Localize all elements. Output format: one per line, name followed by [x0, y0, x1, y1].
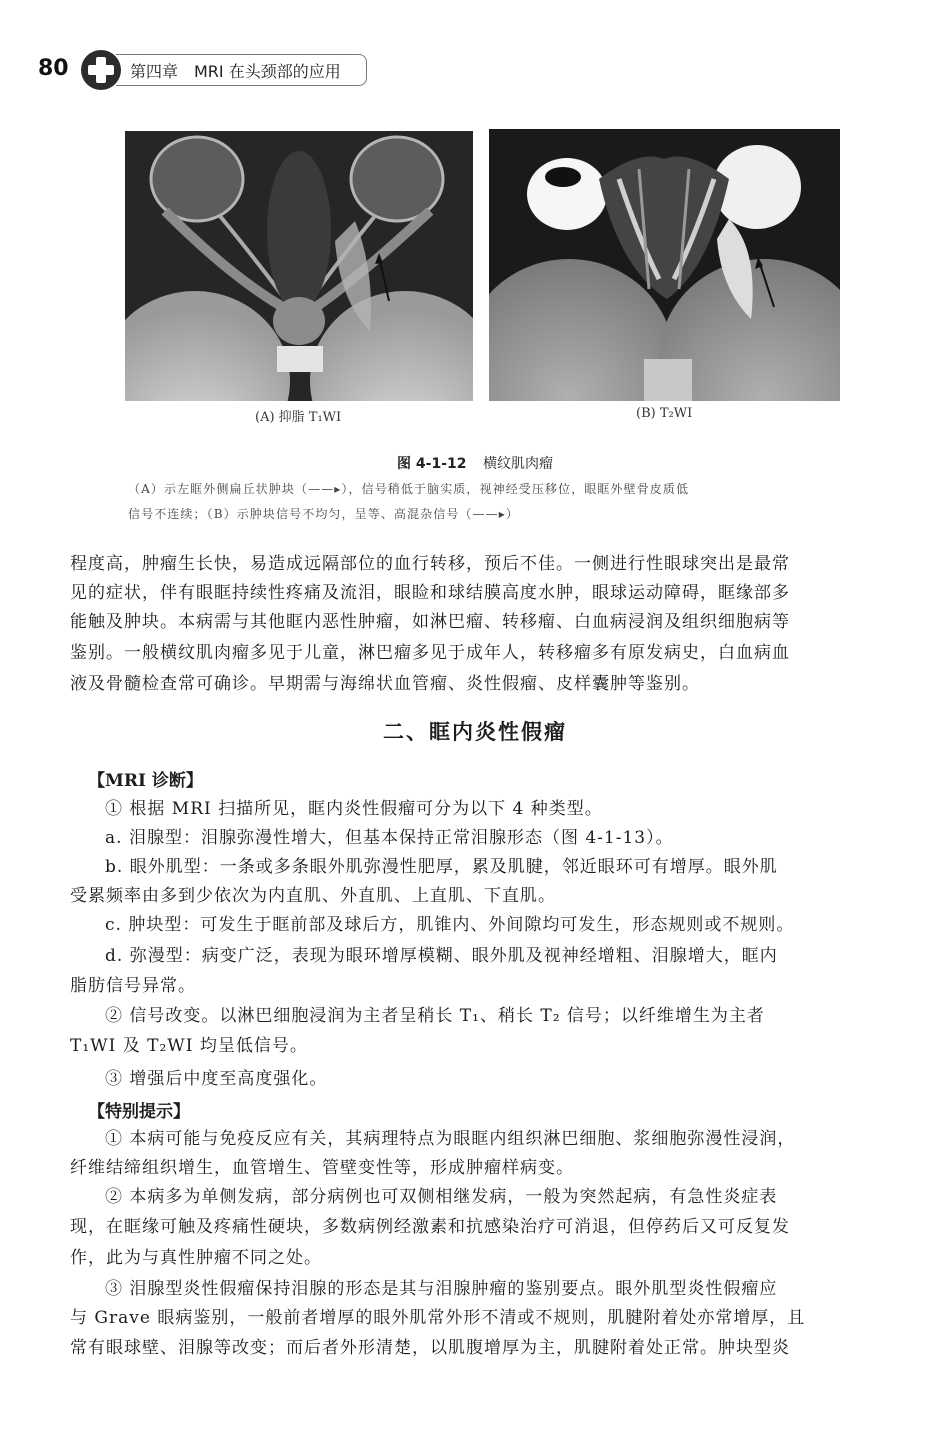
panel-a-caption: (A) 抑脂 T₁WI — [255, 410, 342, 425]
page-number: 80 — [38, 56, 69, 81]
body-line: T₁WI 及 T₂WI 均呈低信号。 — [70, 1036, 308, 1056]
body-line: 液及骨髓检查常可确诊。早期需与海绵状血管瘤、炎性假瘤、皮样囊肿等鉴别。 — [70, 674, 700, 694]
running-header — [38, 50, 378, 94]
body-line: ③ 泪腺型炎性假瘤保持泪腺的形态是其与泪腺肿瘤的鉴别要点。眼外肌型炎性假瘤应 — [105, 1279, 778, 1299]
figure-note-line: 信号不连续；（B）示肿块信号不均匀，呈等、高混杂信号（——▸） — [128, 507, 519, 521]
panel-b-caption: (B) T₂WI — [636, 406, 693, 421]
body-line: ① 根据 MRI 扫描所见，眶内炎性假瘤可分为以下 4 种类型。 — [105, 799, 603, 819]
mri-image-b — [489, 129, 840, 401]
figure-name: 横纹肌肉瘤 — [482, 456, 553, 472]
mri-image-a — [125, 131, 473, 401]
section-heading: 二、眶内炎性假瘤 — [383, 719, 567, 744]
body-line: 见的症状，伴有眼眶持续性疼痛及流泪，眼睑和球结膜高度水肿，眼球运动障碍，眶缘部多 — [70, 583, 790, 603]
body-line: c. 肿块型：可发生于眶前部及球后方，肌锥内、外间隙均可发生，形态规则或不规则。 — [105, 915, 795, 935]
body-line: ② 信号改变。以淋巴细胞浸润为主者呈稍长 T₁、稍长 T₂ 信号；以纤维增生为主者 — [105, 1006, 765, 1026]
body-line: d. 弥漫型：病变广泛，表现为眼环增厚模糊、眼外肌及视神经增粗、泪腺增大，眶内 — [105, 946, 778, 966]
figure-note-line: （A）示左眶外侧扁丘状肿块（——▸），信号稍低于脑实质，视神经受压移位，眼眶外壁骨皮质低 — [128, 482, 690, 496]
special-tips-label: 【特别提示】 — [88, 1102, 190, 1122]
body-line: 受累频率由多到少依次为内直肌、外直肌、上直肌、下直肌。 — [70, 886, 556, 906]
body-line: 现，在眶缘可触及疼痛性硬块，多数病例经激素和抗感染治疗可消退，但停药后又可反复发 — [70, 1217, 790, 1237]
chapter-tab — [116, 54, 367, 86]
body-line: ② 本病多为单侧发病，部分病例也可双侧相继发病，一般为突然起病，有急性炎症表 — [105, 1187, 778, 1207]
body-line: 作，此为与真性肿瘤不同之处。 — [70, 1248, 322, 1268]
figure-title — [0, 453, 950, 473]
body-line: 程度高，肿瘤生长快，易造成远隔部位的血行转移，预后不佳。一侧进行性眼球突出是最常 — [70, 554, 790, 574]
body-line: 纤维结缔组织增生，血管增生、管壁变性等，形成肿瘤样病变。 — [70, 1158, 574, 1178]
body-line: 鉴别。一般横纹肌肉瘤多见于儿童，淋巴瘤多见于成年人，转移瘤多有原发病史，白血病血 — [70, 643, 790, 663]
medical-cross-icon — [81, 50, 121, 90]
chapter-title: 第四章 MRI 在头颈部的应用 — [130, 62, 341, 81]
body-line: 与 Grave 眼病鉴别，一般前者增厚的眼外肌常外形不清或不规则，肌腱附着处亦常增厚，且 — [70, 1308, 806, 1328]
body-line: ① 本病可能与免疫反应有关，其病理特点为眼眶内组织淋巴细胞、浆细胞弥漫性浸润， — [105, 1129, 796, 1149]
body-line: 能触及肿块。本病需与其他眶内恶性肿瘤，如淋巴瘤、转移瘤、白血病浸润及组织细胞病等 — [70, 612, 790, 632]
body-line: b. 眼外肌型：一条或多条眼外肌弥漫性肥厚，累及肌腱，邻近眼环可有增厚。眼外肌 — [105, 857, 778, 877]
figure-number: 图 4-1-12 — [397, 456, 467, 472]
body-line: a. 泪腺型：泪腺弥漫性增大，但基本保持正常泪腺形态（图 4-1-13）。 — [105, 828, 674, 848]
body-line: 脂肪信号异常。 — [70, 976, 196, 996]
mri-diagnosis-label: 【MRI 诊断】 — [88, 771, 203, 791]
body-line: 常有眼球壁、泪腺等改变；而后者外形清楚，以肌腹增厚为主，肌腱附着处正常。肿块型炎 — [70, 1338, 790, 1358]
body-line: ③ 增强后中度至高度强化。 — [105, 1069, 328, 1089]
